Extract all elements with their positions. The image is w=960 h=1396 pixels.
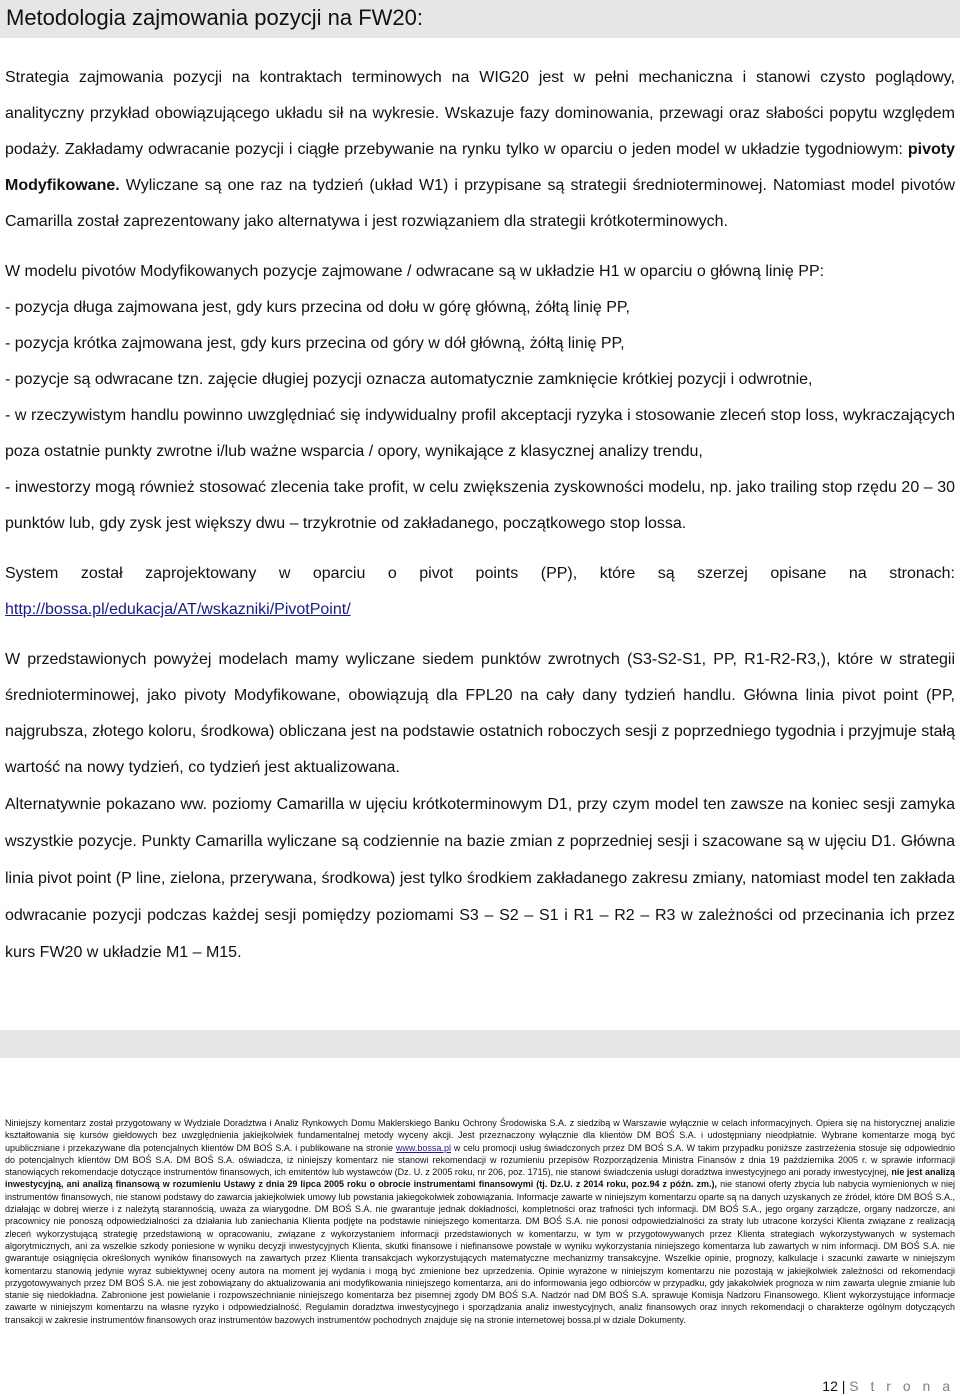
footer-separator: | <box>841 1378 846 1394</box>
intro-paragraph <box>5 60 955 240</box>
intro-text-continued: Wyliczane są one raz na tydzień (układ W1) i przypisane są strategii średnioterminowej. Natomiast model pivotów Camarilla został zaprezentowany jako alternatywa i jest rozwiązaniem dla strategii krótkoterminowych. <box>5 177 955 230</box>
model-lead: W modelu pivotów Modyfikowanych pozycje zajmowane / odwracane są w układzie H1 w oparciu o główną linię PP: <box>5 263 825 280</box>
page-number: 12 <box>822 1378 838 1394</box>
page-label: S t r o n a <box>849 1378 954 1394</box>
rule-item-take-profit: - inwestorzy mogą również stosować zlecenia take profit, w celu zwiększenia zyskowności modelu, np. jako trailing stop rzędu 20 – 30 punktów lub, gdy zysk jest większy dwu – trzykrotnie od zakładanego, początkowego stop lossa. <box>5 479 955 532</box>
heading-band <box>0 0 960 38</box>
disclaimer-text: Niniejszy komentarz został przygotowany w Wydziale Doradztwa i Analiz Rynkowych Domu Maklerskiego Banku Ochrony Środowiska S.A. z siedzibą w Warszawie wyłącznie w celach informacyjnych. Opiera się na historycznej analizie kształtowania się kursów giełdowych bez uwzględnienia jakiejkolwiek fundamentalnej metody wyceny akcji. Jest przeznaczony wyłącznie dla klientów DM BOŚ S.A. i udostępniany nieodpłatnie. Wybrane komentarze mogą być upubliczniane i przekazywane dla potencjalnych klientów DM BOŚ S.A. i publikowane na stronie <box>5 1118 955 1153</box>
intro-bold-text: pivoty Modyfikowane. <box>5 141 955 194</box>
pivot-point-link[interactable]: http://bossa.pl/edukacja/AT/wskazniki/PivotPoint/ <box>5 601 351 618</box>
page-footer <box>822 1378 954 1394</box>
rule-item-long: - pozycja długa zajmowana jest, gdy kurs przecina od dołu w górę główną, żółtą linię PP, <box>5 299 630 316</box>
page-title: Metodologia zajmowania pozycji na FW20: <box>6 5 423 30</box>
rule-item-short: - pozycja krótka zajmowana jest, gdy kurs przecina od góry w dół główną, żółtą linię PP, <box>5 335 625 352</box>
bossa-site-link[interactable]: www.bossa.pl <box>395 1142 451 1153</box>
rule-item-reverse: - pozycje są odwracane tzn. zajęcie długiej pozycji oznacza automatycznie zamknięcie krótkiej pozycji i odwrotnie, <box>5 371 813 388</box>
rule-item-stop-loss: - w rzeczywistym handlu powinno uwzględniać się indywidualny profil akceptacji ryzyka i stosowanie zleceń stop loss, wykraczających poza ostatnie punkty zwrotne i/lub ważne wsparcia / opory, wynikające z klasycznej analizy trendu, <box>5 407 955 460</box>
disclaimer-bold-text: nie jest analizą inwestycyjną, ani analizą finansową w rozumieniu Ustawy z dnia 29 lipca 2005 roku o obrocie instrumentami finansowymi (tj. Dz.U. z 2014 roku, poz.94 z późn. zm.), <box>5 1167 955 1190</box>
intro-text: Strategia zajmowania pozycji na kontraktach terminowych na WIG20 jest w pełni mechaniczna i stanowi czysto poglądowy, analityczny przykład obowiązującego układu sił na wykresie. Wskazuje fazy dominowania, przewagi oraz słabości popytu względem podaży. Zakładamy odwracanie pozycji i ciągłe przebywanie na rynku tylko w oparciu o jeden model w układzie tygodniowym: <box>5 69 955 158</box>
legal-disclaimer <box>5 1117 955 1326</box>
camarilla-paragraph: Alternatywnie pokazano ww. poziomy Camarilla w ujęciu krótkoterminowym D1, przy czym model ten zawsze na koniec sesji zamyka wszystkie pozycje. Punkty Camarilla wyliczane są codziennie na bazie zmian z poprzedniej sesji i szacowane są w ujęciu D1. Główna linia pivot point (P line, zielona, przerywana, środkowa) jest tylko środkiem zakładanego zakresu zmiany, natomiast model ten zakłada odwracanie pozycji podczas każdej sesji pomiędzy poziomami S3 – S2 – S1 i R1 – R2 – R3 w zależności od przecinania ich przez kurs FW20 w układzie M1 – M15. <box>5 796 955 961</box>
pivot-description-paragraph: W przedstawionych powyżej modelach mamy wyliczane siedem punktów zwrotnych (S3-S2-S1, PP, R1-R2-R3,), które w strategii średnioterminowej, jako pivoty Modyfikowane, obowiązują dla FPL20 na cały dany tydzień handlu. Główna linia pivot point (PP, najgrubsza, złotego koloru, środkowa) obliczana jest na podstawie ostatnich roboczych sesji z poprzedniego tygodnia i przyjmuje stałą wartość na nowy tydzień, co tydzień jest aktualizowana. <box>5 651 955 776</box>
system-text: System został zaprojektowany w oparciu o pivot points (PP), które są szerzej opisane na stronach: <box>5 565 955 582</box>
body-text <box>5 60 955 971</box>
disclaimer-text-end: nie stanowi oferty zbycia lub nabycia wymienionych w niej instrumentów finansowych, nie stanowi podstawy do zawarcia jakiejkolwiek umowy lub powstania jakiegokolwiek zobowiązania. Informacje zawarte w niniejszym komentarzu oparte są na danych uzyskanych ze źródeł, które DM BOŚ S.A., działając w dobrej wierze i z należytą starannością, uważa za wiarygodne. DM BOŚ S.A. nie gwarantuje jednak dokładności, kompletności oraz trafności tych informacji. DM BOŚ S.A., jego organy zarządcze, organy nadzorcze, ani pracownicy nie ponoszą odpowiedzialności za działania lub zaniechania Klienta podjęte na podstawie niniejszego komentarza. DM BOŚ S.A. nie ponosi odpowiedzialności za straty lub utracone korzyści Klienta związane z realizacją zleceń wykorzystującą strategię przedstawioną w opracowaniu, związane z wykorzystaniem informacji przedstawionych w komentarzu, w tym w przygotowywanych przez Klienta strategiach wykorzystywanych w systemach algorytmicznych, ani za wszelkie szkody poniesione w wyniku decyzji inwestycyjnych Klienta, skutki finansowe i niefinansowe powstałe w wyniku wykorzystania niniejszego komentarza lub zawartych w nim informacji. DM BOŚ S.A. nie gwarantuje osiągnięcia określonych wyników finansowych na zawartych przez Klienta transakcjach wykorzystujących matematyczne mechanizmy transakcyjne. Wszelkie opinie, prognozy, kalkulacje i szacunki zawarte w niniejszym komentarzu stanowią jedynie wyraz subiektywnej oceny autora na moment jej wydania i mogą być zmienione bez uprzedzenia. Opinie wyrażone w niniejszym komentarzu nie pozostają w jakiejkolwiek zależności od rekomendacji przygotowywanych przez DM BOŚ S.A. nie jest zobowiązany do aktualizowania ani modyfikowania niniejszego komentarza, ani do informowania jego odbiorców w przypadku, gdy jakakolwiek prognoza w nim zawarta ulegnie zmianie lub stanie się niedokładna. Zabronione jest powielanie i rozpowszechnianie niniejszego komentarza bez pisemnej zgody DM BOŚ S.A. Nadzór nad DM BOŚ S.A. sprawuje Komisja Nadzoru Finansowego. Klient wykorzystujące informacje zawarte w niniejszym komentarzu na własne ryzyko i odpowiedzialność. Regulamin doradztwa inwestycyjnego i sporządzania analiz inwestycyjnych, analiz finansowych oraz innych rekomendacji o charakterze ogólnym dotyczących transakcji w zakresie instrumentów finansowych oraz instrumentów bazowych instrumentów pochodnych znajduje się na stronie internetowej bossa.pl w dziale Dokumenty. <box>5 1179 955 1325</box>
system-paragraph <box>5 556 955 628</box>
disclaimer-text-continued: w celu promocji usług świadczonych przez DM BOŚ S.A. W takim przypadku poniższe zastrzeżenia stosuje się odpowiednio do potencjalnych klientów DM BOŚ S.A. DM BOŚ S.A. oświadcza, iż niniejszy komentarz nie stanowi rekomendacji w rozumieniu przepisów Rozporządzenia Ministra Finansów z dnia 19 października 2005 r. w sprawie informacji stanowiących rekomendacje dotyczące instrumentów finansowych, ich emitentów lub wystawców (Dz. U. z 2005 roku, nr 206, poz. 1715), nie stanowi świadczenia usługi doradztwa inwestycyjnego ani porady inwestycyjnej, <box>5 1142 955 1178</box>
separator-band <box>0 1030 960 1058</box>
